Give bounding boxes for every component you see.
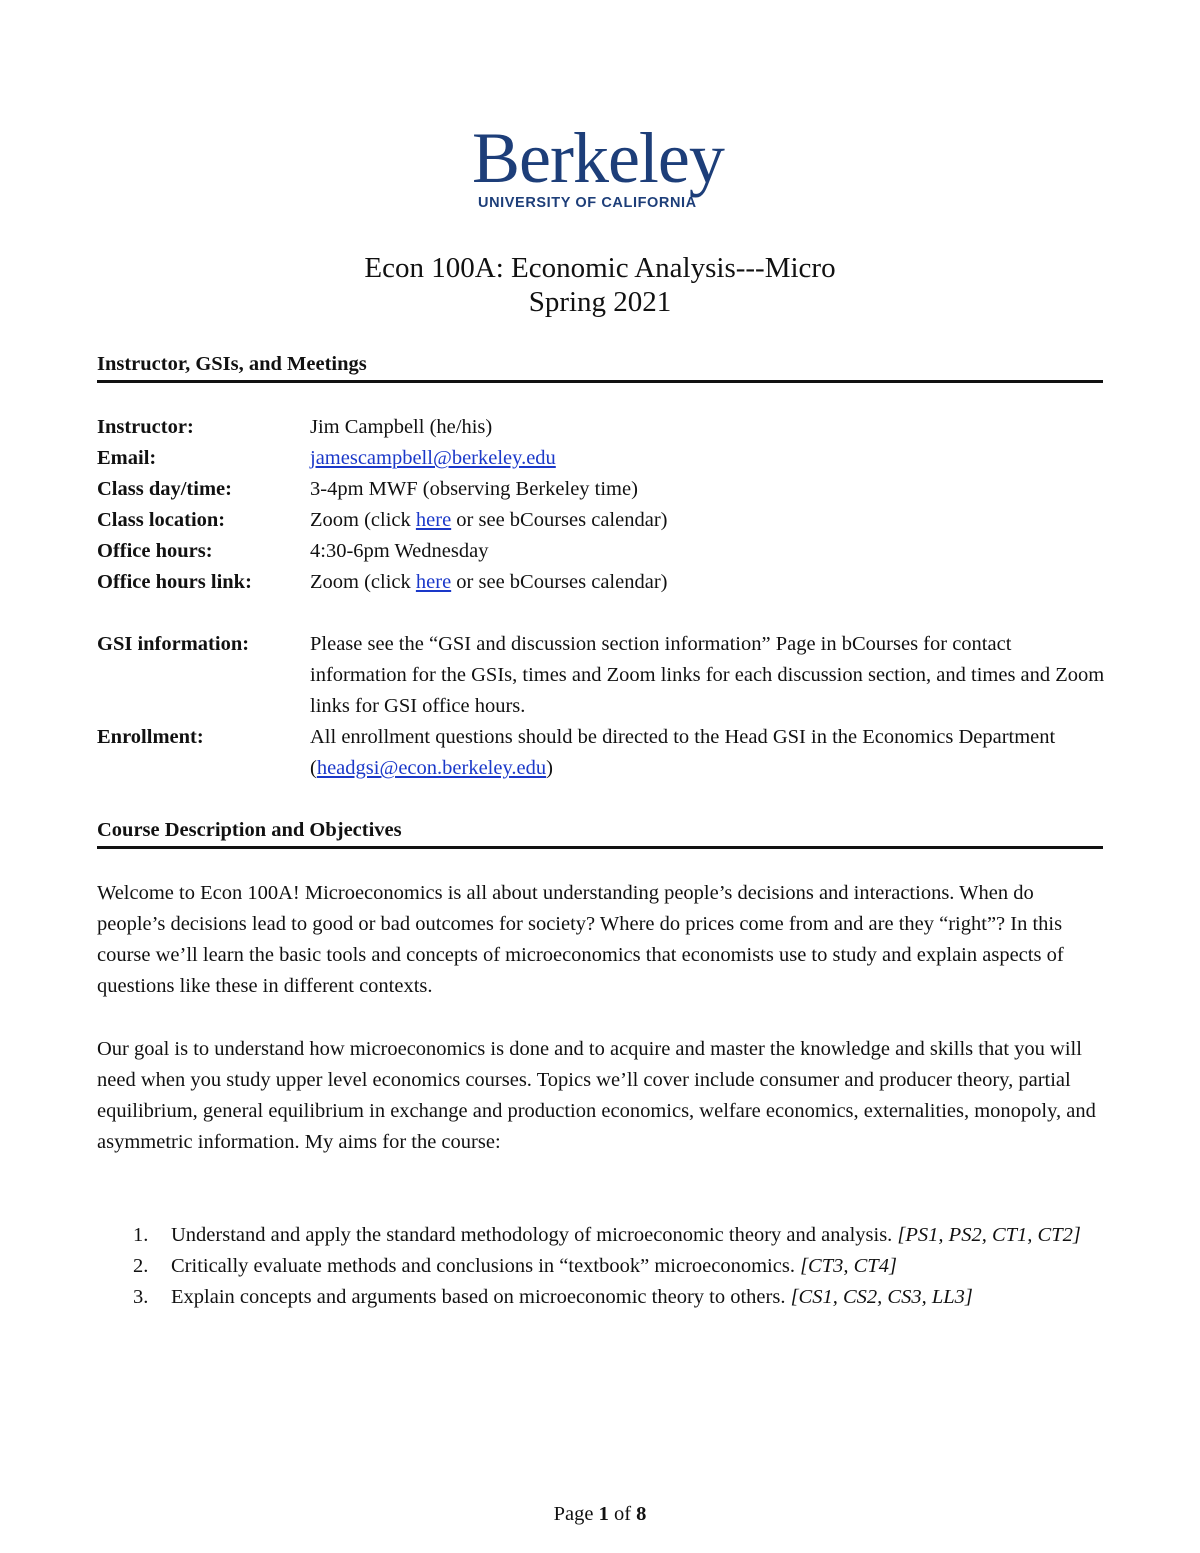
enrollment-pre: All enrollment questions should be directed to the Head GSI in the Economics Department ( bbox=[310, 726, 1056, 779]
list-item-number: 2. bbox=[133, 1255, 149, 1277]
list-item-tags: [CS1, CS2, CS3, LL3] bbox=[790, 1286, 973, 1308]
list-item-text: Understand and apply the standard methodology of microeconomic theory and analysis. bbox=[171, 1224, 898, 1246]
course-aims-list bbox=[97, 1220, 1107, 1313]
gsi-label: GSI information: bbox=[97, 633, 250, 655]
gsi-value: Please see the “GSI and discussion section information” Page in bCourses for contact information for the GSIs, times and Zoom links for each discussion section, and times and Zoom links for GSI office hours. bbox=[310, 633, 1105, 717]
section-heading-course-description: Course Description and Objectives bbox=[97, 818, 1103, 849]
description-paragraph-2: Our goal is to understand how microeconomics is done and to acquire and master the knowledge and skills that you will need when you study upper level economics courses. Topics we’ll cover include consumer and producer theory, partial equilibrium, general equilibrium in exchange and production economics, welfare economics, externalities, monopoly, and asymmetric information. My aims for the course: bbox=[97, 1038, 1096, 1153]
class-location-label: Class location: bbox=[97, 509, 226, 531]
office-link-post: or see bCourses calendar) bbox=[451, 571, 668, 593]
list-item bbox=[97, 1251, 1107, 1282]
class-location-pre: Zoom (click bbox=[310, 509, 416, 531]
instructor-value: Jim Campbell (he/his) bbox=[310, 416, 493, 438]
list-item bbox=[97, 1220, 1107, 1251]
enrollment-label: Enrollment: bbox=[97, 726, 204, 748]
list-item-tags: [PS1, PS2, CT1, CT2] bbox=[897, 1224, 1081, 1246]
footer-page-word: Page bbox=[553, 1503, 594, 1525]
office-hours-value: 4:30-6pm Wednesday bbox=[310, 540, 489, 562]
list-item-number: 1. bbox=[133, 1224, 149, 1246]
list-item-tags: [CT3, CT4] bbox=[800, 1255, 897, 1277]
course-title: Econ 100A: Economic Analysis---Micro bbox=[364, 252, 836, 284]
class-zoom-link[interactable]: here bbox=[415, 509, 452, 531]
headgsi-email-link[interactable]: headgsi@econ.berkeley.edu bbox=[316, 757, 547, 779]
enrollment-post: ) bbox=[546, 757, 553, 779]
list-item-text: Critically evaluate methods and conclusions in “textbook” microeconomics. bbox=[171, 1255, 801, 1277]
logo-wordmark: Berkeley bbox=[472, 118, 724, 198]
instructor-label: Instructor: bbox=[97, 416, 194, 438]
logo-subtitle: UNIVERSITY OF CALIFORNIA bbox=[478, 195, 697, 211]
email-link[interactable]: jamescampbell@berkeley.edu bbox=[310, 447, 556, 469]
footer-page-number: 1 bbox=[598, 1503, 609, 1525]
office-link-pre: Zoom (click bbox=[310, 571, 416, 593]
section-heading-instructor: Instructor, GSIs, and Meetings bbox=[97, 352, 1103, 383]
class-time-label: Class day/time: bbox=[97, 478, 232, 500]
email-label: Email: bbox=[97, 447, 157, 469]
class-location-post: or see bCourses calendar) bbox=[451, 509, 668, 531]
list-item bbox=[97, 1282, 1107, 1313]
berkeley-logo bbox=[472, 118, 738, 212]
office-zoom-link[interactable]: here bbox=[415, 571, 452, 593]
course-term: Spring 2021 bbox=[528, 286, 672, 318]
class-time-value: 3-4pm MWF (observing Berkeley time) bbox=[310, 478, 638, 500]
list-item-text: Explain concepts and arguments based on microeconomic theory to others. bbox=[171, 1286, 791, 1308]
list-item-number: 3. bbox=[133, 1286, 149, 1308]
office-link-label: Office hours link: bbox=[97, 571, 252, 593]
page-footer bbox=[0, 1500, 1200, 1528]
description-paragraph-1: Welcome to Econ 100A! Microeconomics is all about understanding people’s decisions and interactions. When do people’s decisions lead to good or bad outcomes for society? Where do prices come from and are they “right”? In this course we’ll learn the basic tools and concepts of microeconomics that economists use to study and explain aspects of questions like these in different contexts. bbox=[97, 882, 1064, 997]
footer-of-word: of bbox=[613, 1503, 632, 1525]
footer-page-total: 8 bbox=[636, 1503, 647, 1525]
office-hours-label: Office hours: bbox=[97, 540, 213, 562]
